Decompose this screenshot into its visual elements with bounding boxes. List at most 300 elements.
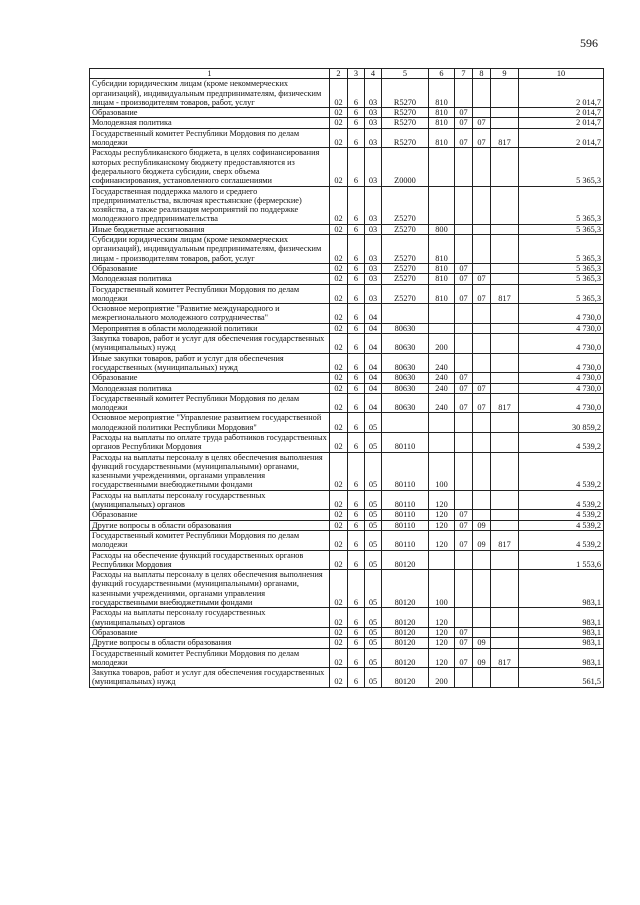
row-code-c7 [455, 186, 473, 224]
row-label: Образование [90, 373, 330, 383]
row-code-c2: 02 [330, 323, 348, 333]
row-code-c4: 04 [365, 304, 382, 324]
row-code-c6: 120 [429, 530, 455, 550]
row-code-c3: 6 [348, 224, 365, 234]
row-code-c4: 05 [365, 490, 382, 510]
row-code-c9 [491, 274, 519, 284]
row-code-c5: 80110 [382, 490, 429, 510]
row-code-c2: 02 [330, 79, 348, 108]
row-code-c8 [473, 432, 491, 452]
row-code-c4: 03 [365, 108, 382, 118]
row-code-c3: 6 [348, 334, 365, 354]
row-code-c7: 07 [455, 383, 473, 393]
row-code-c4: 03 [365, 79, 382, 108]
column-header: 10 [519, 69, 604, 79]
row-code-c2: 02 [330, 570, 348, 608]
table-row [90, 648, 604, 668]
row-code-c2: 02 [330, 373, 348, 383]
table-row [90, 323, 604, 333]
row-label: Образование [90, 510, 330, 520]
row-code-c7 [455, 148, 473, 186]
row-code-c3: 6 [348, 668, 365, 688]
table-row [90, 274, 604, 284]
row-code-c6: 120 [429, 608, 455, 628]
row-code-c5: 80120 [382, 648, 429, 668]
row-amount: 4 730,0 [519, 353, 604, 373]
table-row [90, 118, 604, 128]
row-code-c2: 02 [330, 118, 348, 128]
row-code-c4: 04 [365, 383, 382, 393]
row-code-c4: 03 [365, 128, 382, 148]
row-code-c6: 120 [429, 648, 455, 668]
row-code-c8: 07 [473, 118, 491, 128]
row-code-c8 [473, 334, 491, 354]
row-code-c5: 80120 [382, 570, 429, 608]
row-amount: 5 365,3 [519, 148, 604, 186]
row-amount: 983,1 [519, 638, 604, 648]
row-code-c4: 04 [365, 334, 382, 354]
row-code-c8: 07 [473, 393, 491, 413]
row-code-c2: 02 [330, 383, 348, 393]
row-code-c2: 02 [330, 550, 348, 570]
row-amount: 5 365,3 [519, 284, 604, 304]
row-code-c8 [473, 373, 491, 383]
table-row [90, 224, 604, 234]
row-code-c9 [491, 608, 519, 628]
row-amount: 2 014,7 [519, 108, 604, 118]
table-row [90, 530, 604, 550]
row-code-c6: 240 [429, 383, 455, 393]
row-amount: 4 539,2 [519, 432, 604, 452]
row-code-c9 [491, 510, 519, 520]
row-code-c2: 02 [330, 108, 348, 118]
row-code-c5: Z5270 [382, 224, 429, 234]
row-code-c8: 07 [473, 383, 491, 393]
row-code-c8 [473, 263, 491, 273]
row-code-c8 [473, 108, 491, 118]
row-code-c3: 6 [348, 648, 365, 668]
row-code-c6: 810 [429, 108, 455, 118]
column-header: 4 [365, 69, 382, 79]
row-code-c7 [455, 608, 473, 628]
row-code-c9 [491, 235, 519, 264]
table-row [90, 186, 604, 224]
row-code-c6: 100 [429, 452, 455, 490]
row-code-c9 [491, 638, 519, 648]
page-number: 596 [580, 36, 598, 50]
row-code-c5: 80110 [382, 510, 429, 520]
row-code-c7 [455, 224, 473, 234]
row-code-c7: 07 [455, 393, 473, 413]
row-label: Закупка товаров, работ и услуг для обеспечения государственных (муниципальных) нужд [90, 334, 330, 354]
row-label: Образование [90, 108, 330, 118]
row-code-c7: 07 [455, 648, 473, 668]
row-code-c2: 02 [330, 648, 348, 668]
row-code-c5: 80630 [382, 383, 429, 393]
row-code-c8 [473, 148, 491, 186]
table-row [90, 383, 604, 393]
row-code-c8: 09 [473, 520, 491, 530]
row-code-c7 [455, 413, 473, 433]
row-code-c9 [491, 148, 519, 186]
table-row [90, 284, 604, 304]
column-header: 7 [455, 69, 473, 79]
row-code-c7 [455, 490, 473, 510]
row-code-c5: 80120 [382, 550, 429, 570]
row-amount: 4 730,0 [519, 383, 604, 393]
row-code-c2: 02 [330, 668, 348, 688]
row-code-c2: 02 [330, 520, 348, 530]
row-code-c9 [491, 353, 519, 373]
row-code-c3: 6 [348, 373, 365, 383]
row-label: Субсидии юридическим лицам (кроме некоммерческих организаций), индивидуальным предпринимателям, физическим лицам - производителям товаров, работ, услуг [90, 235, 330, 264]
table-row [90, 353, 604, 373]
row-code-c5: R5270 [382, 118, 429, 128]
row-code-c3: 6 [348, 263, 365, 273]
row-label: Иные закупки товаров, работ и услуг для обеспечения государственных (муниципальных) нужд [90, 353, 330, 373]
row-code-c5: Z5270 [382, 186, 429, 224]
row-code-c2: 02 [330, 235, 348, 264]
row-code-c5: 80120 [382, 608, 429, 628]
row-label: Государственный комитет Республики Мордовия по делам молодежи [90, 284, 330, 304]
row-code-c2: 02 [330, 608, 348, 628]
row-code-c4: 05 [365, 570, 382, 608]
column-header: 8 [473, 69, 491, 79]
row-code-c7 [455, 668, 473, 688]
row-code-c3: 6 [348, 274, 365, 284]
row-code-c9 [491, 490, 519, 510]
row-amount: 2 014,7 [519, 79, 604, 108]
row-code-c8: 09 [473, 648, 491, 668]
row-label: Расходы на выплаты персоналу государственных (муниципальных) органов [90, 608, 330, 628]
row-code-c5: R5270 [382, 108, 429, 118]
row-code-c5: 80120 [382, 627, 429, 637]
row-code-c8 [473, 550, 491, 570]
row-code-c4: 03 [365, 274, 382, 284]
table-row [90, 393, 604, 413]
row-code-c7 [455, 570, 473, 608]
row-amount: 4 730,0 [519, 334, 604, 354]
row-code-c3: 6 [348, 304, 365, 324]
row-code-c4: 05 [365, 520, 382, 530]
table-row [90, 432, 604, 452]
row-label: Образование [90, 263, 330, 273]
row-code-c6 [429, 304, 455, 324]
row-code-c7 [455, 304, 473, 324]
table-row [90, 79, 604, 108]
row-code-c9 [491, 79, 519, 108]
row-code-c6: 120 [429, 490, 455, 510]
row-code-c6: 200 [429, 334, 455, 354]
row-code-c7: 07 [455, 520, 473, 530]
row-code-c3: 6 [348, 432, 365, 452]
row-code-c9 [491, 224, 519, 234]
row-code-c3: 6 [348, 530, 365, 550]
row-amount: 30 859,2 [519, 413, 604, 433]
row-code-c6: 120 [429, 638, 455, 648]
row-code-c8: 07 [473, 274, 491, 284]
row-code-c6: 810 [429, 284, 455, 304]
row-code-c5: Z5270 [382, 274, 429, 284]
row-code-c9 [491, 550, 519, 570]
row-label: Государственный комитет Республики Мордовия по делам молодежи [90, 393, 330, 413]
row-amount: 2 014,7 [519, 118, 604, 128]
row-code-c4: 03 [365, 118, 382, 128]
row-code-c5 [382, 413, 429, 433]
row-code-c3: 6 [348, 608, 365, 628]
row-code-c8 [473, 186, 491, 224]
row-code-c4: 05 [365, 608, 382, 628]
row-code-c6: 240 [429, 353, 455, 373]
row-code-c9 [491, 432, 519, 452]
row-code-c8 [473, 627, 491, 637]
row-code-c8 [473, 608, 491, 628]
table-row [90, 550, 604, 570]
row-code-c3: 6 [348, 550, 365, 570]
row-code-c5: 80120 [382, 638, 429, 648]
row-code-c9 [491, 263, 519, 273]
row-label: Расходы на выплаты персоналу в целях обеспечения выполнения функций государственными (муниципальными) органами, казенными учреждениями, органами управления государственными внебюджетными фондами [90, 452, 330, 490]
row-code-c8: 09 [473, 530, 491, 550]
row-code-c8 [473, 79, 491, 108]
row-code-c5: 80630 [382, 334, 429, 354]
row-code-c5: 80630 [382, 323, 429, 333]
row-code-c6 [429, 323, 455, 333]
row-code-c7: 07 [455, 128, 473, 148]
row-label: Основное мероприятие "Развитие международного и межрегионального молодежного сотрудничества" [90, 304, 330, 324]
column-header: 5 [382, 69, 429, 79]
row-code-c5: 80110 [382, 530, 429, 550]
row-code-c6: 120 [429, 520, 455, 530]
row-code-c3: 6 [348, 570, 365, 608]
row-code-c5: 80110 [382, 432, 429, 452]
row-code-c8: 07 [473, 128, 491, 148]
row-code-c9 [491, 108, 519, 118]
row-code-c6: 240 [429, 393, 455, 413]
table-row [90, 510, 604, 520]
table-row [90, 570, 604, 608]
row-code-c3: 6 [348, 413, 365, 433]
row-code-c5: R5270 [382, 128, 429, 148]
row-label: Молодежная политика [90, 274, 330, 284]
row-code-c3: 6 [348, 383, 365, 393]
row-code-c2: 02 [330, 638, 348, 648]
row-code-c7 [455, 235, 473, 264]
row-code-c6: 810 [429, 274, 455, 284]
row-label: Государственный комитет Республики Мордовия по делам молодежи [90, 530, 330, 550]
row-code-c2: 02 [330, 393, 348, 413]
row-code-c6 [429, 186, 455, 224]
row-code-c6: 120 [429, 627, 455, 637]
row-code-c6 [429, 432, 455, 452]
row-label: Другие вопросы в области образования [90, 520, 330, 530]
row-code-c9 [491, 520, 519, 530]
row-label: Расходы на выплаты персоналу в целях обеспечения выполнения функций государственными (муниципальными) органами, казенными учреждениями, органами управления государственными внебюджетными фондами [90, 570, 330, 608]
row-code-c7: 07 [455, 530, 473, 550]
row-label: Расходы на выплаты по оплате труда работников государственных органов Республики Мордовия [90, 432, 330, 452]
row-code-c9 [491, 304, 519, 324]
row-code-c4: 04 [365, 393, 382, 413]
row-amount: 5 365,3 [519, 186, 604, 224]
row-code-c9 [491, 186, 519, 224]
row-amount: 4 730,0 [519, 304, 604, 324]
row-code-c3: 6 [348, 353, 365, 373]
row-code-c7 [455, 353, 473, 373]
row-label: Государственный комитет Республики Мордовия по делам молодежи [90, 128, 330, 148]
row-code-c2: 02 [330, 224, 348, 234]
row-code-c7 [455, 452, 473, 490]
row-code-c8 [473, 323, 491, 333]
row-label: Молодежная политика [90, 383, 330, 393]
row-code-c4: 04 [365, 353, 382, 373]
row-code-c8 [473, 353, 491, 373]
row-code-c5: Z5270 [382, 235, 429, 264]
row-amount: 983,1 [519, 648, 604, 668]
row-code-c9: 817 [491, 530, 519, 550]
row-amount: 5 365,3 [519, 224, 604, 234]
row-amount: 983,1 [519, 627, 604, 637]
row-amount: 4 730,0 [519, 323, 604, 333]
row-code-c9: 817 [491, 393, 519, 413]
row-code-c4: 04 [365, 373, 382, 383]
row-label: Государственный комитет Республики Мордовия по делам молодежи [90, 648, 330, 668]
row-code-c7 [455, 550, 473, 570]
row-code-c9: 817 [491, 128, 519, 148]
row-amount: 4 539,2 [519, 490, 604, 510]
row-code-c7 [455, 432, 473, 452]
row-code-c5: 80110 [382, 520, 429, 530]
table-row [90, 108, 604, 118]
row-code-c5: 80110 [382, 452, 429, 490]
row-amount: 2 014,7 [519, 128, 604, 148]
row-code-c7: 07 [455, 274, 473, 284]
table-row [90, 128, 604, 148]
row-code-c8 [473, 304, 491, 324]
row-amount: 4 539,2 [519, 520, 604, 530]
row-code-c5: Z0000 [382, 148, 429, 186]
row-code-c6 [429, 550, 455, 570]
row-code-c5: 80630 [382, 353, 429, 373]
row-code-c4: 05 [365, 648, 382, 668]
row-code-c2: 02 [330, 432, 348, 452]
row-amount: 4 730,0 [519, 393, 604, 413]
table-row [90, 373, 604, 383]
row-amount: 4 539,2 [519, 452, 604, 490]
row-code-c2: 02 [330, 263, 348, 273]
row-code-c9 [491, 452, 519, 490]
row-code-c8: 07 [473, 284, 491, 304]
row-code-c5: 80120 [382, 668, 429, 688]
row-code-c4: 05 [365, 413, 382, 433]
table-row [90, 490, 604, 510]
row-code-c9 [491, 668, 519, 688]
table-row [90, 608, 604, 628]
row-code-c6: 200 [429, 668, 455, 688]
row-code-c9: 817 [491, 284, 519, 304]
row-code-c8 [473, 668, 491, 688]
table-row [90, 413, 604, 433]
row-code-c4: 05 [365, 638, 382, 648]
row-code-c6: 810 [429, 128, 455, 148]
row-code-c2: 02 [330, 413, 348, 433]
row-amount: 5 365,3 [519, 263, 604, 273]
row-code-c5: Z5270 [382, 263, 429, 273]
row-code-c9 [491, 118, 519, 128]
table-row [90, 452, 604, 490]
column-header: 2 [330, 69, 348, 79]
table-row [90, 520, 604, 530]
row-code-c7 [455, 334, 473, 354]
column-header: 6 [429, 69, 455, 79]
row-code-c4: 03 [365, 186, 382, 224]
row-code-c3: 6 [348, 79, 365, 108]
table-row [90, 235, 604, 264]
row-code-c7 [455, 323, 473, 333]
row-code-c5: R5270 [382, 79, 429, 108]
row-label: Образование [90, 627, 330, 637]
row-label: Другие вопросы в области образования [90, 638, 330, 648]
row-code-c3: 6 [348, 148, 365, 186]
row-code-c6: 800 [429, 224, 455, 234]
row-code-c3: 6 [348, 284, 365, 304]
row-code-c4: 05 [365, 432, 382, 452]
row-amount: 4 539,2 [519, 530, 604, 550]
row-code-c2: 02 [330, 304, 348, 324]
row-code-c8 [473, 224, 491, 234]
row-amount: 561,5 [519, 668, 604, 688]
row-code-c7: 07 [455, 510, 473, 520]
row-label: Иные бюджетные ассигнования [90, 224, 330, 234]
table-row [90, 304, 604, 324]
row-code-c8: 09 [473, 638, 491, 648]
row-label: Расходы на обеспечение функций государственных органов Республики Мордовия [90, 550, 330, 570]
row-code-c2: 02 [330, 353, 348, 373]
row-code-c3: 6 [348, 128, 365, 148]
row-code-c3: 6 [348, 108, 365, 118]
table-row [90, 334, 604, 354]
row-label: Молодежная политика [90, 118, 330, 128]
row-code-c2: 02 [330, 128, 348, 148]
column-header: 3 [348, 69, 365, 79]
row-code-c3: 6 [348, 323, 365, 333]
row-code-c4: 03 [365, 284, 382, 304]
row-code-c6: 810 [429, 79, 455, 108]
row-code-c7: 07 [455, 638, 473, 648]
row-amount: 5 365,3 [519, 235, 604, 264]
table-row [90, 668, 604, 688]
row-code-c6: 810 [429, 118, 455, 128]
row-code-c4: 03 [365, 148, 382, 186]
row-amount: 5 365,3 [519, 274, 604, 284]
row-code-c3: 6 [348, 235, 365, 264]
row-code-c9: 817 [491, 648, 519, 668]
row-code-c7: 07 [455, 627, 473, 637]
row-code-c4: 05 [365, 627, 382, 637]
row-code-c6: 100 [429, 570, 455, 608]
row-code-c7: 07 [455, 284, 473, 304]
row-code-c3: 6 [348, 510, 365, 520]
row-code-c2: 02 [330, 186, 348, 224]
column-header: 9 [491, 69, 519, 79]
row-label: Закупка товаров, работ и услуг для обеспечения государственных (муниципальных) нужд [90, 668, 330, 688]
row-label: Государственная поддержка малого и среднего предпринимательства, включая крестьянские (фермерские) хозяйства, а также реализация мероприятий по поддержке молодежного предпринимательства [90, 186, 330, 224]
row-code-c8 [473, 413, 491, 433]
row-code-c6: 810 [429, 235, 455, 264]
row-code-c9 [491, 323, 519, 333]
row-code-c4: 05 [365, 550, 382, 570]
row-code-c2: 02 [330, 148, 348, 186]
row-code-c8 [473, 235, 491, 264]
